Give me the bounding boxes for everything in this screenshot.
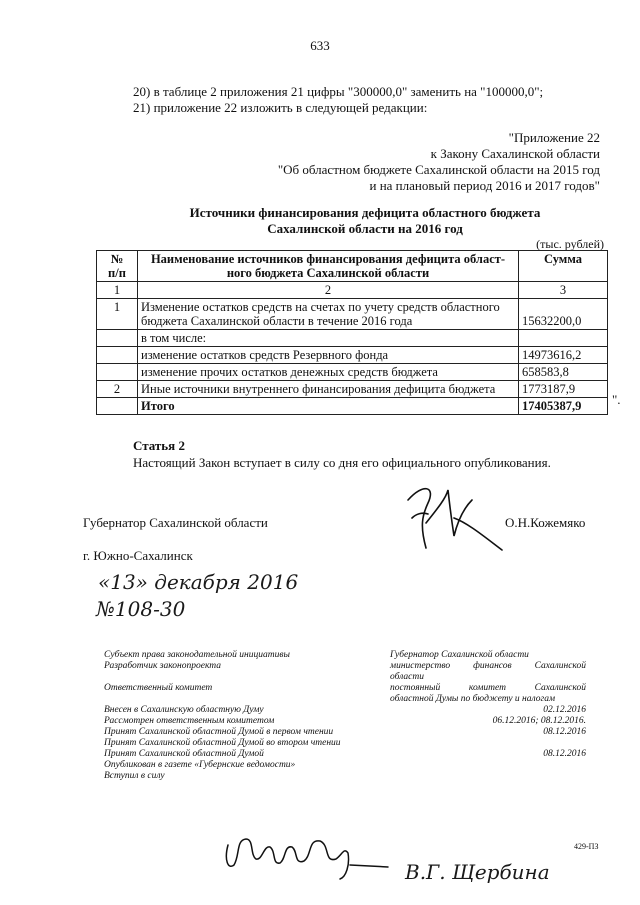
header-number: № п/п: [97, 251, 138, 282]
units-label: (тыс. рублей): [536, 237, 604, 251]
row-name: в том числе:: [138, 330, 519, 347]
article-text: Настоящий Закон вступает в силу со дня его официального опубликования.: [133, 455, 551, 470]
row-name: Иные источники внутреннего финансирования дефицита бюджета: [138, 381, 519, 398]
row-sum: 14973616,2: [519, 347, 608, 364]
table-total-row: [97, 398, 608, 415]
row-name: Итого: [138, 398, 519, 415]
handwritten-number: №108-30: [96, 597, 186, 621]
metadata-value: областной Думы по бюджету и налогам: [390, 694, 556, 704]
metadata-left: [104, 650, 341, 782]
metadata-value: Губернатор Сахалинской области: [390, 650, 529, 660]
city-label: г. Южно-Сахалинск: [83, 548, 193, 563]
document-title: [0, 205, 640, 237]
appendix-line: и на плановый период 2016 и 2017 годов": [369, 178, 600, 193]
metadata-right: [390, 650, 586, 760]
metadata-value: [390, 738, 586, 749]
metadata-label: Рассмотрен ответственным комитетом: [104, 716, 275, 726]
metadata-label: Внесен в Сахалинскую областную Думу: [104, 705, 264, 715]
table-row: [97, 299, 608, 330]
paragraph-21: 21) приложение 22 изложить в следующей редакции:: [133, 100, 428, 115]
row-sum: 17405387,9: [519, 398, 608, 415]
bottom-signature-name: В.Г. Щербина: [405, 860, 550, 884]
metadata-value: 08.12.2016: [543, 749, 586, 759]
table-header-row: [97, 251, 608, 282]
governor-signature: [398, 478, 508, 558]
metadata-value: области: [390, 672, 425, 682]
table-row: [97, 330, 608, 347]
handwritten-date: «13» декабря 2016: [98, 570, 299, 594]
colnum: 3: [519, 282, 608, 299]
metadata-value: 02.12.2016: [543, 705, 586, 715]
colnum: 2: [138, 282, 519, 299]
appendix-line: к Закону Сахалинской области: [430, 146, 600, 161]
paragraph-20: 20) в таблице 2 приложения 21 цифры "300000,0" заменить на "100000,0";: [133, 84, 544, 99]
metadata-value: постоянный комитет Сахалинской: [390, 683, 586, 693]
row-sum: 1773187,9: [519, 381, 608, 398]
bottom-signature-scrawl: [220, 825, 390, 885]
title-line: Источники финансирования дефицита областного бюджета: [189, 205, 541, 220]
table-row: [97, 381, 608, 398]
metadata-label: [104, 694, 341, 705]
row-sum: [519, 330, 608, 347]
row-name: изменение остатков средств Резервного фонда: [138, 347, 519, 364]
metadata-label: Принят Сахалинской областной Думой: [104, 749, 264, 759]
row-number: [97, 347, 138, 364]
appendix-header: [278, 130, 600, 194]
metadata-label: Разработчик законопроекта: [104, 661, 222, 671]
row-sum: 658583,8: [519, 364, 608, 381]
row-number: 1: [97, 299, 138, 330]
table-row: [97, 347, 608, 364]
metadata-label: Субъект права законодательной инициативы: [104, 650, 290, 660]
financing-sources-table: [96, 250, 608, 415]
row-number: [97, 398, 138, 415]
closing-quote: ".: [612, 392, 621, 407]
article-title: Статья 2: [133, 438, 185, 453]
appendix-line: "Приложение 22: [508, 130, 600, 145]
metadata-label: [104, 672, 341, 683]
metadata-label: Опубликован в газете «Губернские ведомости»: [104, 760, 296, 770]
governor-name: О.Н.Кожемяко: [505, 515, 586, 530]
row-number: [97, 330, 138, 347]
row-name: изменение прочих остатков денежных средств бюджета: [138, 364, 519, 381]
row-sum: 15632200,0: [519, 299, 608, 330]
table-row: [97, 364, 608, 381]
metadata-label: Принят Сахалинской областной Думой в первом чтении: [104, 727, 334, 737]
title-line: Сахалинской области на 2016 год: [267, 221, 463, 236]
metadata-label: Принят Сахалинской областной Думой во втором чтении: [104, 738, 341, 748]
document-code: 429-ПЗ: [574, 842, 599, 851]
row-name: Изменение остатков средств на счетах по учету средств областного бюджета Сахалинской области в течение 2016 года: [138, 299, 519, 330]
page-number: 633: [310, 38, 330, 53]
appendix-line: "Об областном бюджете Сахалинской области на 2015 год: [277, 162, 600, 177]
metadata-label: Ответственный комитет: [104, 683, 213, 693]
row-number: [97, 364, 138, 381]
header-sum: Сумма: [519, 251, 608, 282]
header-name: Наименование источников финансирования дефицита област- ного бюджета Сахалинской области: [138, 251, 519, 282]
governor-label: Губернатор Сахалинской области: [83, 515, 268, 530]
metadata-label: Вступил в силу: [104, 771, 165, 781]
metadata-value: 06.12.2016; 08.12.2016.: [492, 716, 586, 726]
metadata-value: министерство финансов Сахалинской: [390, 661, 586, 671]
table-colnum-row: [97, 282, 608, 299]
metadata-value: 08.12.2016: [543, 727, 586, 737]
row-number: 2: [97, 381, 138, 398]
colnum: 1: [97, 282, 138, 299]
